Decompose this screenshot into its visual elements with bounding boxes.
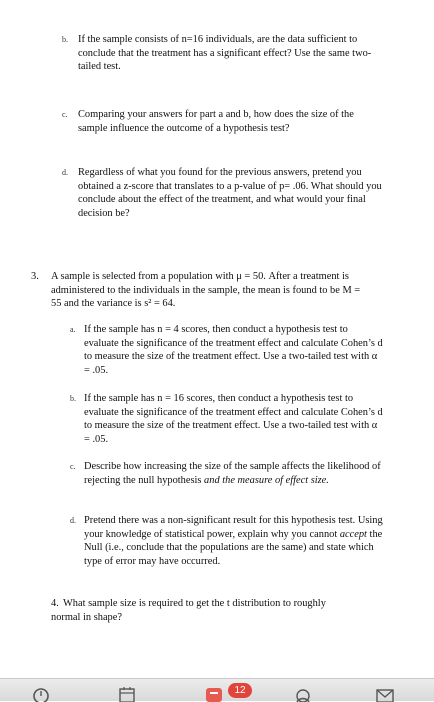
q2-b-marker: b. bbox=[62, 35, 68, 44]
q3-stem bbox=[31, 270, 361, 311]
q3-d-text-em: accept bbox=[339, 528, 367, 540]
q3-part-c bbox=[70, 460, 384, 487]
q2-c-marker: c. bbox=[62, 110, 68, 119]
q3-b-marker: b. bbox=[70, 394, 76, 403]
q4-number: 4. bbox=[51, 598, 59, 609]
q3-b-text: If the sample has n = 16 scores, then conduct a hypothesis test to evaluate the significance of the treatment effect and calculate Cohen’s d to measure the size of the treatment effect. Use a two-tailed test with α = .05. bbox=[84, 393, 383, 445]
q2-part-d bbox=[62, 166, 382, 220]
q2-c-text: Comparing your answers for part a and b, how does the size of the sample influence the outcome of a hypothesis test? bbox=[78, 109, 354, 134]
q2-d-text: Regardless of what you found for the previous answers, pretend you obtained a z-score that translates to a p-value of p= .06. What should you conclude about the effect of the treatment, and what would your final decision be? bbox=[78, 167, 382, 219]
q3-stem-text: A sample is selected from a population with μ = 50. After a treatment is administered to the individuals in the sample, the mean is found to be M = 55 and the variance is s² = 64. bbox=[51, 271, 361, 310]
q3-part-d bbox=[70, 514, 384, 568]
q2-part-c bbox=[62, 108, 378, 135]
notification-badge: 12 bbox=[228, 683, 252, 698]
q3-d-marker: d. bbox=[70, 516, 76, 525]
q2-part-b bbox=[62, 33, 378, 74]
q3-d-text-end: the Null (i.e., conclude that the populations are the same) and state which type of error may have occurred. bbox=[84, 528, 383, 567]
q3-c-text-em: and the measure of effect size. bbox=[204, 474, 329, 486]
q4-text: What sample size is required to get the t distribution to roughly normal in shape? bbox=[51, 598, 326, 623]
q3-c-text bbox=[84, 460, 384, 487]
q3-d-text bbox=[84, 514, 384, 568]
q3-a-text: If the sample has n = 4 scores, then conduct a hypothesis test to evaluate the significance of the treatment effect and calculate Cohen’s d to measure the size of the treatment effect. Use a two-tailed test with α = .05. bbox=[84, 324, 383, 376]
q3-part-b bbox=[70, 392, 384, 446]
q3-a-marker: a. bbox=[70, 325, 76, 334]
q3-c-text-start: Describe how increasing the size of the sample affects the likelihood of rejecting the null hypothesis bbox=[84, 461, 381, 486]
q3-number: 3. bbox=[31, 271, 39, 282]
q3-d-text-start: Pretend there was a non-significant result for this hypothesis test. Using your knowledge of statistical power, explain why you cannot bbox=[84, 515, 383, 540]
q3-c-marker: c. bbox=[70, 462, 76, 471]
q3-part-a bbox=[70, 323, 384, 377]
q2-b-text: If the sample consists of n=16 individuals, are the data sufficient to conclude that the treatment has a significant effect? Use the same two-tailed test. bbox=[78, 34, 372, 73]
q4 bbox=[51, 597, 351, 624]
q2-d-marker: d. bbox=[62, 168, 68, 177]
